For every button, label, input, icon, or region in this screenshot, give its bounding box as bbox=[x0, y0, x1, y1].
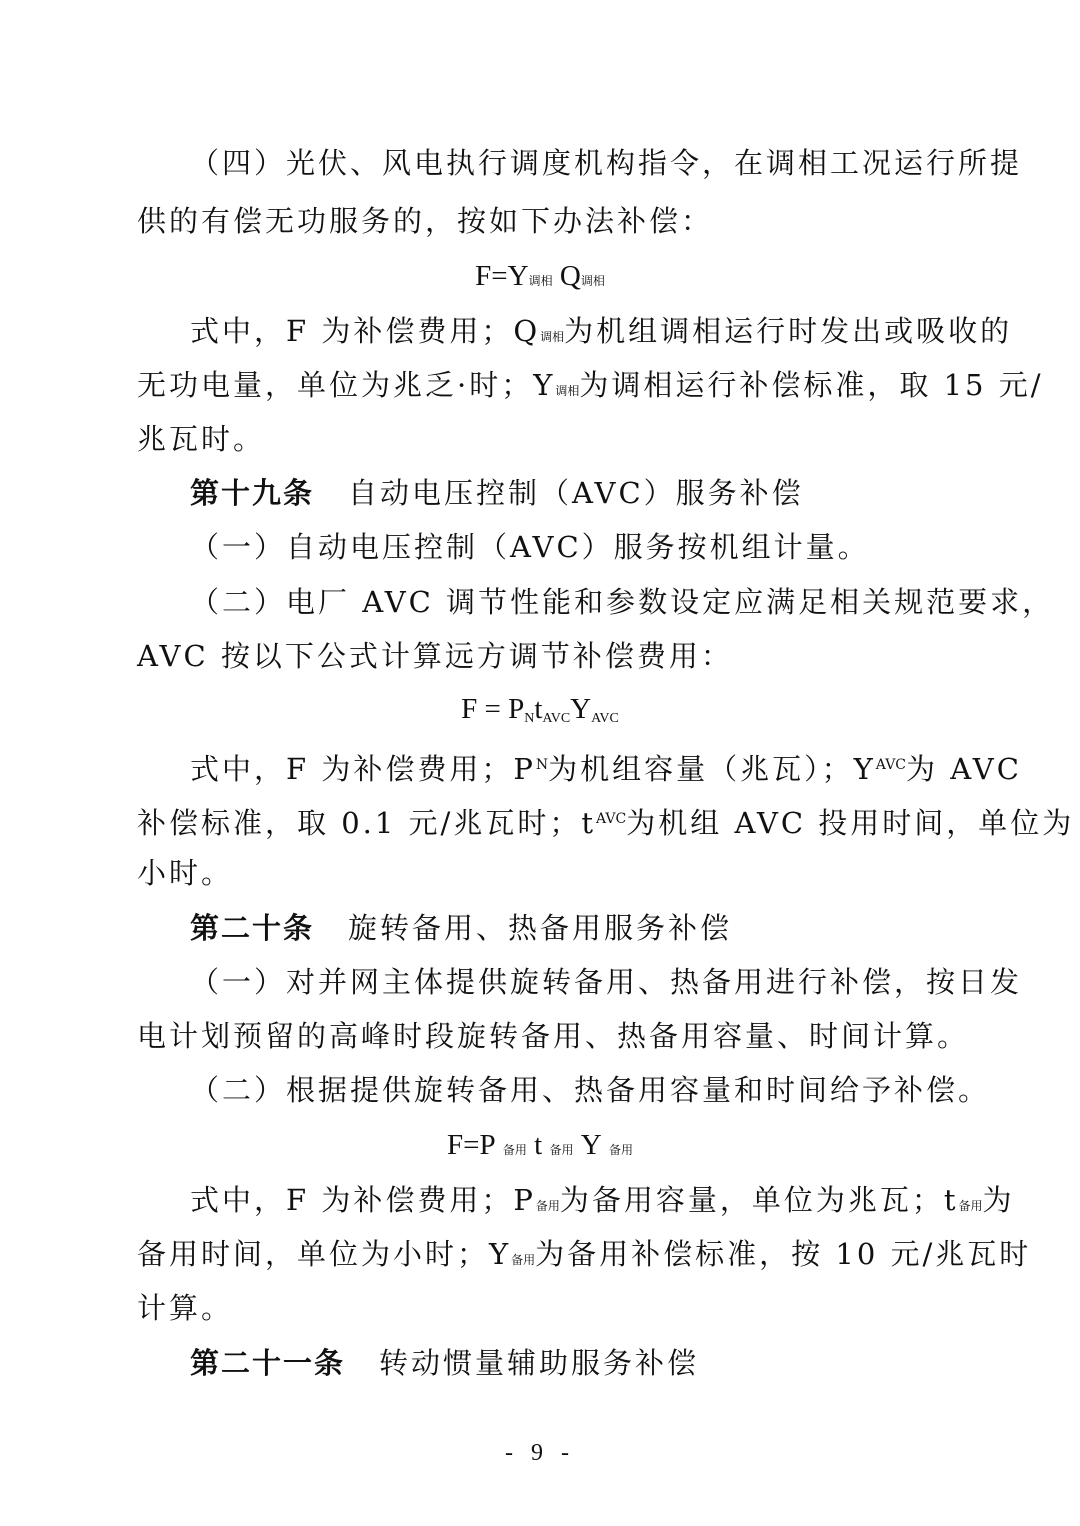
formula-subscript: 调相 bbox=[580, 274, 605, 288]
text-run: 为机组调相运行时发出或吸收的 bbox=[564, 314, 1013, 348]
paragraph-line: 计算。 bbox=[137, 1291, 234, 1325]
formula-reserve bbox=[0, 1125, 1080, 1170]
subscript: N bbox=[535, 757, 549, 773]
paragraph-line: （四）光伏、风电执行调度机构指令，在调相工况运行所提 bbox=[190, 146, 1023, 180]
paragraph-line: （一）对并网主体提供旋转备用、热备用进行补偿，按日发 bbox=[190, 965, 1023, 999]
text-run: 为机组容量（兆瓦）； bbox=[548, 752, 854, 786]
text-run: 备用时间，单位为小时；Y bbox=[137, 1237, 512, 1271]
formula-subscript: 备用 bbox=[608, 1143, 633, 1157]
paragraph-line bbox=[137, 365, 1044, 411]
paragraph-line: 小时。 bbox=[137, 856, 234, 890]
page-number: - 9 - bbox=[505, 1440, 575, 1466]
subscript: 调相 bbox=[540, 330, 565, 344]
article-title: 转动惯量辅助服务补偿 bbox=[379, 1346, 700, 1380]
formula-text: Q bbox=[559, 260, 581, 292]
subscript: AVC bbox=[595, 811, 627, 827]
article-21-heading bbox=[190, 1343, 947, 1383]
formula-avc bbox=[0, 689, 1080, 739]
subscript: 调相 bbox=[555, 384, 580, 398]
formula-text: t bbox=[534, 1129, 543, 1161]
formula-text: F=P bbox=[447, 1129, 496, 1161]
article-19-heading bbox=[190, 473, 947, 513]
article-number: 第十九条 bbox=[190, 476, 315, 510]
text-run: t bbox=[581, 806, 596, 840]
text-run: 为 bbox=[982, 1183, 1015, 1217]
article-number: 第二十条 bbox=[190, 911, 315, 945]
formula-subscript: AVC bbox=[591, 711, 619, 726]
paragraph-line bbox=[137, 1234, 1032, 1280]
text-run: 补偿标准，取 0.1 元/兆瓦时； bbox=[137, 806, 582, 840]
formula-subscript: 调相 bbox=[528, 274, 553, 288]
article-number: 第二十一条 bbox=[190, 1346, 346, 1380]
subscript: 备用 bbox=[535, 1199, 560, 1213]
text-run: 为调相运行补偿标准，取 15 元/ bbox=[579, 368, 1044, 402]
text-run: 为备用补偿标准，按 10 元/兆瓦时 bbox=[535, 1237, 1032, 1271]
text-run: 式中，F 为补偿费用；Q bbox=[190, 314, 541, 348]
text-run: P bbox=[513, 752, 536, 786]
text-run: 式中，F 为补偿费用； bbox=[190, 752, 514, 786]
paragraph-line bbox=[137, 799, 1075, 843]
paragraph-line bbox=[190, 311, 1013, 357]
formula-text: F = P bbox=[461, 693, 525, 725]
paragraph-line bbox=[190, 1180, 1015, 1226]
paragraph-line: 兆瓦时。 bbox=[137, 422, 266, 456]
formula-tiaoxiang bbox=[0, 256, 1080, 301]
text-run: 为 AVC bbox=[906, 752, 1022, 786]
formula-subscript: 备用 bbox=[549, 1143, 574, 1157]
formula-text: Y bbox=[580, 1129, 602, 1161]
formula-text: t bbox=[534, 693, 543, 725]
paragraph-line: 供的有偿无功服务的，按如下办法补偿： bbox=[137, 204, 714, 238]
text-run: Y bbox=[853, 752, 876, 786]
paragraph-line: （二）根据提供旋转备用、热备用容量和时间给予补偿。 bbox=[190, 1073, 991, 1107]
formula-subscript: N bbox=[524, 711, 535, 726]
subscript: 备用 bbox=[511, 1253, 536, 1267]
formula-subscript: AVC bbox=[542, 711, 571, 726]
article-title: 自动电压控制（AVC）服务补偿 bbox=[348, 476, 804, 510]
article-20-heading bbox=[190, 908, 947, 948]
paragraph-line: （二）电厂 AVC 调节性能和参数设定应满足相关规范要求， bbox=[190, 585, 1055, 619]
formula-subscript: 备用 bbox=[502, 1143, 527, 1157]
paragraph-line: AVC 按以下公式计算远方调节补偿费用： bbox=[137, 639, 733, 673]
formula-text: F=Y bbox=[475, 260, 529, 292]
text-run: 无功电量，单位为兆乏·时；Y bbox=[137, 368, 556, 402]
paragraph-line: （一）自动电压控制（AVC）服务按机组计量。 bbox=[190, 530, 870, 564]
paragraph-line bbox=[190, 745, 1022, 789]
article-title: 旋转备用、热备用服务补偿 bbox=[348, 911, 733, 945]
text-run: 式中，F 为补偿费用；P bbox=[190, 1183, 536, 1217]
paragraph-line: 电计划预留的高峰时段旋转备用、热备用容量、时间计算。 bbox=[137, 1019, 970, 1053]
subscript: AVC bbox=[875, 757, 907, 773]
text-run: 为机组 AVC 投用时间，单位为 bbox=[626, 806, 1075, 840]
formula-text: Y bbox=[570, 693, 592, 725]
subscript: 备用 bbox=[958, 1199, 983, 1213]
text-run: 为备用容量，单位为兆瓦；t bbox=[559, 1183, 959, 1217]
